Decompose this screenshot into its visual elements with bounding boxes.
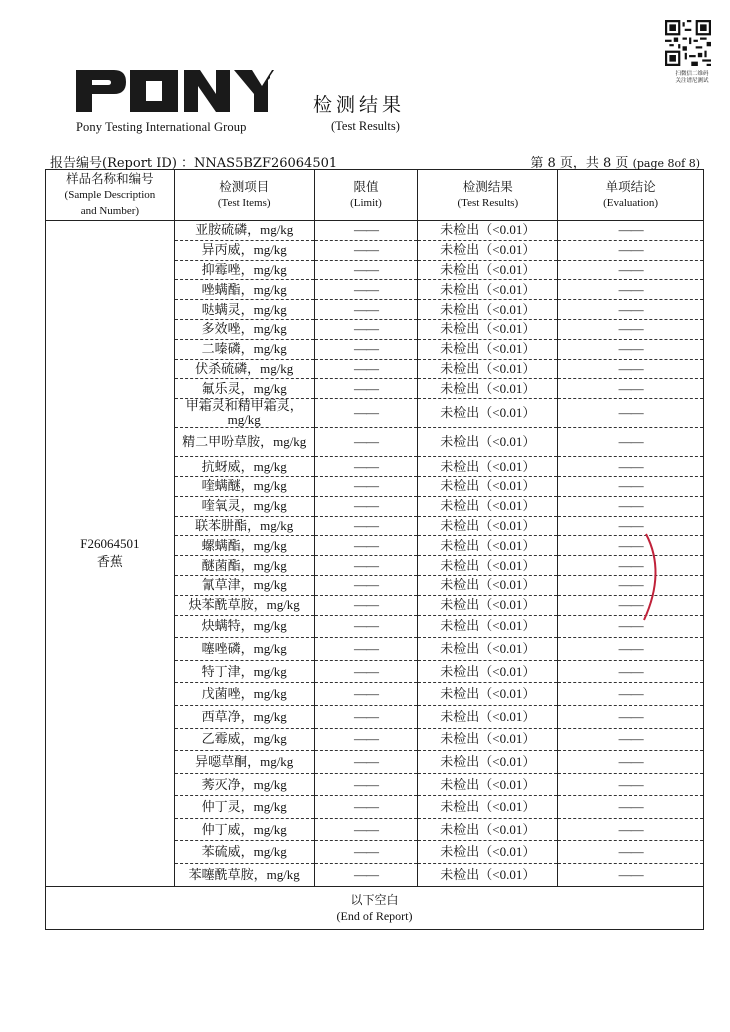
- sample-id: F26064501: [80, 536, 140, 552]
- results-table: [45, 169, 704, 930]
- company-name: Pony Testing International Group: [76, 120, 247, 134]
- test-item-cell: 苯噻酰草胺，mg/kg: [174, 864, 314, 887]
- test-item-cell: 抑霉唑，mg/kg: [174, 260, 314, 280]
- evaluation-cell: ——: [558, 476, 704, 496]
- test-item-cell: 螺螨酯，mg/kg: [174, 536, 314, 556]
- sample-cell: [46, 221, 175, 887]
- evaluation-cell: ——: [558, 516, 704, 536]
- result-cell: 未检出（<0.01）: [418, 818, 558, 841]
- test-item-cell: 伏杀硫磷，mg/kg: [174, 359, 314, 379]
- limit-cell: ——: [314, 841, 418, 864]
- limit-cell: ——: [314, 595, 418, 615]
- limit-cell: ——: [314, 864, 418, 887]
- sample-name: 香蕉: [96, 554, 123, 570]
- test-item-cell: 仲丁灵，mg/kg: [174, 796, 314, 819]
- page-subtitle: (Test Results): [331, 119, 400, 133]
- end-of-report: [46, 886, 704, 929]
- result-cell: 未检出（<0.01）: [418, 399, 558, 428]
- evaluation-cell: ——: [558, 660, 704, 683]
- evaluation-cell: ——: [558, 796, 704, 819]
- result-cell: 未检出（<0.01）: [418, 864, 558, 887]
- test-item-cell: 醚菌酯，mg/kg: [174, 556, 314, 576]
- test-item-cell: 二嗪磷，mg/kg: [174, 339, 314, 359]
- header-sample-en2: and Number): [80, 205, 140, 217]
- limit-cell: ——: [314, 516, 418, 536]
- end-of-report-en: (End of Report): [336, 908, 413, 923]
- header-results-cn: 检测结果: [462, 180, 513, 194]
- test-item-cell: 喹氧灵，mg/kg: [174, 496, 314, 516]
- limit-cell: ——: [314, 536, 418, 556]
- result-cell: 未检出（<0.01）: [418, 796, 558, 819]
- result-cell: 未检出（<0.01）: [418, 683, 558, 706]
- evaluation-cell: ——: [558, 536, 704, 556]
- evaluation-cell: ——: [558, 280, 704, 300]
- report-id-value: NNAS5BZF26064501: [194, 156, 338, 171]
- limit-cell: ——: [314, 556, 418, 576]
- limit-cell: ——: [314, 818, 418, 841]
- limit-cell: ——: [314, 359, 418, 379]
- result-cell: 未检出（<0.01）: [418, 751, 558, 774]
- end-of-report-cn: 以下空白: [350, 892, 399, 907]
- result-cell: 未检出（<0.01）: [418, 379, 558, 399]
- evaluation-cell: ——: [558, 751, 704, 774]
- test-item-cell: 多效唑，mg/kg: [174, 319, 314, 339]
- limit-cell: ——: [314, 751, 418, 774]
- result-cell: 未检出（<0.01）: [418, 476, 558, 496]
- table-row: [46, 221, 704, 241]
- result-cell: 未检出（<0.01）: [418, 319, 558, 339]
- page-number-en: (page 8of 8): [632, 157, 700, 170]
- header-evaluation: [558, 170, 704, 221]
- evaluation-cell: ——: [558, 457, 704, 477]
- header-results: [418, 170, 558, 221]
- evaluation-cell: ——: [558, 595, 704, 615]
- evaluation-cell: ——: [558, 359, 704, 379]
- result-cell: 未检出（<0.01）: [418, 660, 558, 683]
- test-item-cell: 戊菌唑，mg/kg: [174, 683, 314, 706]
- result-cell: 未检出（<0.01）: [418, 638, 558, 661]
- result-cell: 未检出（<0.01）: [418, 728, 558, 751]
- limit-cell: ——: [314, 575, 418, 595]
- result-cell: 未检出（<0.01）: [418, 260, 558, 280]
- result-cell: 未检出（<0.01）: [418, 339, 558, 359]
- result-cell: 未检出（<0.01）: [418, 705, 558, 728]
- limit-cell: ——: [314, 240, 418, 260]
- limit-cell: ——: [314, 660, 418, 683]
- limit-cell: ——: [314, 428, 418, 457]
- header-test-items-cn: 检测项目: [219, 180, 270, 194]
- header-limit: [314, 170, 418, 221]
- test-item-cell: 炔苯酰草胺，mg/kg: [174, 595, 314, 615]
- evaluation-cell: ——: [558, 615, 704, 638]
- evaluation-cell: ——: [558, 841, 704, 864]
- report-id-label: 报告编号(Report ID) ：: [50, 156, 195, 171]
- test-item-cell: 特丁津，mg/kg: [174, 660, 314, 683]
- test-item-cell: 异丙威，mg/kg: [174, 240, 314, 260]
- test-item-cell: 精二甲吩草胺，mg/kg: [174, 428, 314, 457]
- test-item-cell: 仲丁威，mg/kg: [174, 818, 314, 841]
- evaluation-cell: ——: [558, 300, 704, 320]
- limit-cell: ——: [314, 300, 418, 320]
- evaluation-cell: ——: [558, 240, 704, 260]
- test-item-cell: 西草净，mg/kg: [174, 705, 314, 728]
- header-sample: [46, 170, 175, 221]
- limit-cell: ——: [314, 796, 418, 819]
- evaluation-cell: ——: [558, 339, 704, 359]
- result-cell: 未检出（<0.01）: [418, 457, 558, 477]
- qr-caption: [662, 71, 722, 85]
- limit-cell: ——: [314, 773, 418, 796]
- evaluation-cell: ——: [558, 221, 704, 241]
- page-title: 检测结果: [313, 94, 406, 116]
- limit-cell: ——: [314, 319, 418, 339]
- result-cell: 未检出（<0.01）: [418, 300, 558, 320]
- test-item-cell: 乙霉威，mg/kg: [174, 728, 314, 751]
- evaluation-cell: ——: [558, 399, 704, 428]
- signature-mark: [640, 532, 670, 622]
- evaluation-cell: ——: [558, 319, 704, 339]
- limit-cell: ——: [314, 379, 418, 399]
- evaluation-cell: ——: [558, 496, 704, 516]
- test-item-cell: 甲霜灵和精甲霜灵，mg/kg: [174, 399, 314, 428]
- evaluation-cell: ——: [558, 773, 704, 796]
- test-item-cell: 唑螨酯，mg/kg: [174, 280, 314, 300]
- qr-caption-line1: 扫微信二维码: [675, 71, 709, 77]
- evaluation-cell: ——: [558, 428, 704, 457]
- header-evaluation-en: (Evaluation): [603, 197, 659, 209]
- test-item-cell: 炔螨特，mg/kg: [174, 615, 314, 638]
- limit-cell: ——: [314, 221, 418, 241]
- test-item-cell: 联苯肼酯，mg/kg: [174, 516, 314, 536]
- result-cell: 未检出（<0.01）: [418, 556, 558, 576]
- test-item-cell: 氟乐灵，mg/kg: [174, 379, 314, 399]
- test-item-cell: 苯硫威，mg/kg: [174, 841, 314, 864]
- results-body: [46, 221, 704, 887]
- header-sample-cn: 样品名称和编号: [66, 172, 154, 186]
- test-item-cell: 氰草津，mg/kg: [174, 575, 314, 595]
- test-item-cell: 喹螨醚，mg/kg: [174, 476, 314, 496]
- limit-cell: ——: [314, 260, 418, 280]
- result-cell: 未检出（<0.01）: [418, 496, 558, 516]
- header-results-en: (Test Results): [457, 197, 519, 209]
- result-cell: 未检出（<0.01）: [418, 575, 558, 595]
- limit-cell: ——: [314, 496, 418, 516]
- limit-cell: ——: [314, 476, 418, 496]
- limit-cell: ——: [314, 339, 418, 359]
- limit-cell: ——: [314, 399, 418, 428]
- qr-caption-line2: 关注谱尼测试: [675, 78, 709, 84]
- header-sample-en1: (Sample Description: [64, 189, 156, 201]
- test-item-cell: 哒螨灵，mg/kg: [174, 300, 314, 320]
- evaluation-cell: ——: [558, 818, 704, 841]
- test-item-cell: 亚胺硫磷，mg/kg: [174, 221, 314, 241]
- limit-cell: ——: [314, 638, 418, 661]
- limit-cell: ——: [314, 683, 418, 706]
- evaluation-cell: ——: [558, 379, 704, 399]
- test-item-cell: 异噁草酮，mg/kg: [174, 751, 314, 774]
- evaluation-cell: ——: [558, 705, 704, 728]
- evaluation-cell: ——: [558, 864, 704, 887]
- page-number-cn: 第 8 页，共 8 页: [530, 156, 629, 171]
- evaluation-cell: ——: [558, 728, 704, 751]
- result-cell: 未检出（<0.01）: [418, 595, 558, 615]
- result-cell: 未检出（<0.01）: [418, 773, 558, 796]
- limit-cell: ——: [314, 705, 418, 728]
- test-item-cell: 噻唑磷，mg/kg: [174, 638, 314, 661]
- limit-cell: ——: [314, 280, 418, 300]
- evaluation-cell: ——: [558, 683, 704, 706]
- test-item-cell: 莠灭净，mg/kg: [174, 773, 314, 796]
- result-cell: 未检出（<0.01）: [418, 280, 558, 300]
- header-limit-en: (Limit): [350, 197, 382, 209]
- qr-code-icon: [665, 20, 711, 66]
- result-cell: 未检出（<0.01）: [418, 240, 558, 260]
- header-test-items-en: (Test Items): [217, 197, 271, 209]
- header-test-items: [174, 170, 314, 221]
- evaluation-cell: ——: [558, 638, 704, 661]
- limit-cell: ——: [314, 615, 418, 638]
- evaluation-cell: ——: [558, 556, 704, 576]
- limit-cell: ——: [314, 457, 418, 477]
- result-cell: 未检出（<0.01）: [418, 615, 558, 638]
- result-cell: 未检出（<0.01）: [418, 536, 558, 556]
- result-cell: 未检出（<0.01）: [418, 359, 558, 379]
- limit-cell: ——: [314, 728, 418, 751]
- result-cell: 未检出（<0.01）: [418, 516, 558, 536]
- result-cell: 未检出（<0.01）: [418, 428, 558, 457]
- result-cell: 未检出（<0.01）: [418, 841, 558, 864]
- evaluation-cell: ——: [558, 575, 704, 595]
- result-cell: 未检出（<0.01）: [418, 221, 558, 241]
- evaluation-cell: ——: [558, 260, 704, 280]
- header-evaluation-cn: 单项结论: [605, 180, 656, 194]
- header-limit-cn: 限值: [353, 180, 379, 194]
- pony-logo: [74, 68, 274, 114]
- test-item-cell: 抗蚜威，mg/kg: [174, 457, 314, 477]
